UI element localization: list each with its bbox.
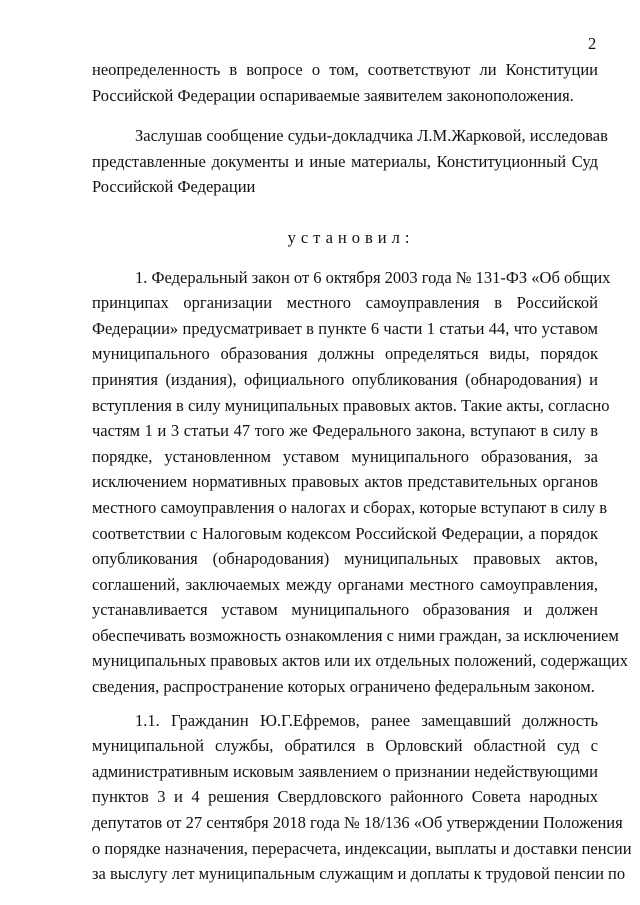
text-line: пунктов 3 и 4 решения Свердловского районного Совета народных bbox=[92, 787, 598, 807]
text-line: 1. Федеральный закон от 6 октября 2003 года № 131-ФЗ «Об общих bbox=[135, 267, 611, 287]
text-line: административным исковым заявлением о признании недействующими bbox=[92, 761, 598, 781]
text-line: неопределенность в вопросе о том, соответствуют ли Конституции bbox=[92, 60, 598, 79]
text-line: соответствии с Налоговым кодексом Российской Федерации, а порядок bbox=[92, 523, 598, 543]
section-heading: установил: bbox=[287, 227, 415, 247]
page-number: 2 bbox=[588, 34, 597, 53]
text-line: муниципального образования должны определяться виды, порядок bbox=[92, 344, 598, 364]
text-line: устанавливается уставом муниципального образования и должен bbox=[92, 600, 598, 620]
text-line: сведения, распространение которых ограничено федеральным законом. bbox=[92, 677, 595, 697]
text-line: муниципальных правовых актов или их отдельных положений, содержащих bbox=[92, 651, 629, 671]
text-line: представленные документы и иные материалы, Конституционный Суд bbox=[92, 151, 598, 171]
text-line: 1.1. Гражданин Ю.Г.Ефремов, ранее замещавший должность bbox=[135, 710, 598, 730]
text-line: частям 1 и 3 статьи 47 того же Федерального закона, вступают в силу в bbox=[92, 421, 598, 441]
text-line: местного самоуправления о налогах и сборах, которые вступают в силу в bbox=[92, 497, 607, 517]
paragraph-hearing bbox=[92, 123, 608, 200]
document-body bbox=[92, 57, 632, 887]
text-line: муниципальной службы, обратился в Орловский областной суд с bbox=[92, 736, 598, 756]
paragraph-1-1 bbox=[92, 708, 632, 887]
text-line: Российской Федерации bbox=[92, 177, 256, 197]
text-line: вступления в силу муниципальных правовых актов. Такие акты, согласно bbox=[92, 395, 610, 415]
paragraph-1 bbox=[92, 265, 629, 700]
paragraph-intro bbox=[92, 57, 598, 108]
text-line: соглашений, заключаемых между органами местного самоуправления, bbox=[92, 574, 598, 594]
text-line: за выслугу лет муниципальным служащим и доплаты к трудовой пенсии по bbox=[92, 864, 626, 884]
text-line: Федерации» предусматривает в пункте 6 части 1 статьи 44, что уставом bbox=[92, 318, 598, 338]
text-line: принципах организации местного самоуправления в Российской bbox=[92, 293, 598, 313]
text-line: исключением нормативных правовых актов представительных органов bbox=[92, 472, 598, 492]
text-line: обеспечивать возможность ознакомления с ними граждан, за исключением bbox=[92, 625, 619, 645]
text-line: депутатов от 27 сентября 2018 года № 18/136 «Об утверждении Положения bbox=[92, 813, 623, 833]
text-line: порядке, установленном уставом муниципального образования, за bbox=[92, 446, 598, 466]
text-line: принятия (издания), официального опубликования (обнародования) и bbox=[92, 369, 598, 389]
text-line: Заслушав сообщение судьи-докладчика Л.М.Жарковой, исследовав bbox=[135, 126, 608, 146]
text-line: Российской Федерации оспариваемые заявителем законоположения. bbox=[92, 85, 574, 105]
text-line: опубликования (обнародования) муниципальных правовых актов, bbox=[92, 549, 598, 569]
text-line: о порядке назначения, перерасчета, индексации, выплаты и доставки пенсии bbox=[92, 838, 632, 858]
